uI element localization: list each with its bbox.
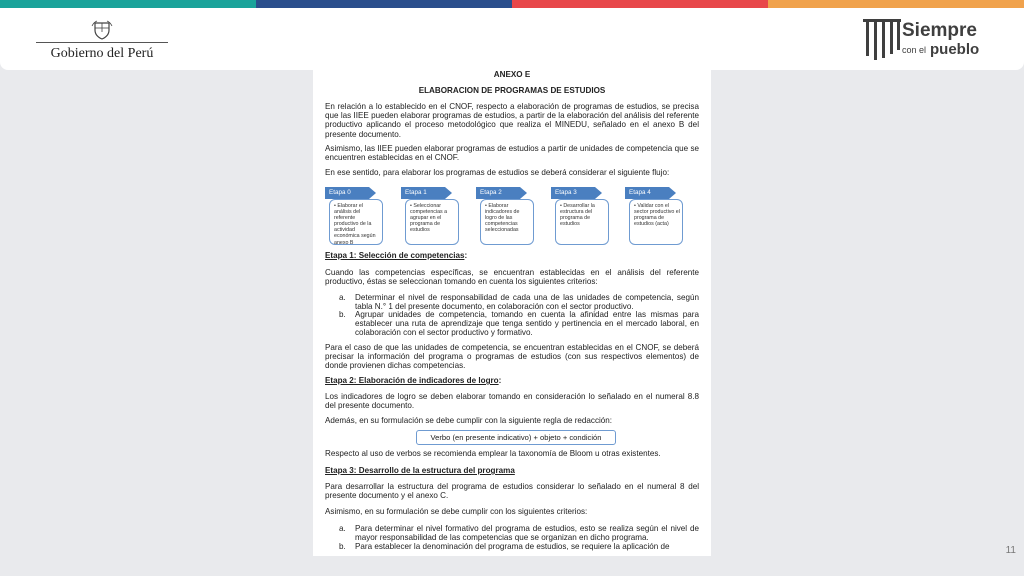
flow-stage-0 <box>325 187 387 247</box>
arrow-right-icon <box>369 187 376 199</box>
stage-text: • Elaborar indicadores de logro de las competencias seleccionadas <box>480 199 534 245</box>
paragraph-5: Para el caso de que las unidades de competencia, se encuentran establecidas en el CNOF, se deberá precisar la información del programa o programas de estudios (con sus respectivos elementos) de donde provienen dichas competencias. <box>325 343 699 371</box>
arrow-right-icon <box>595 187 602 199</box>
top-bar-red <box>512 0 768 8</box>
siempre-con-el-pueblo-logo <box>862 16 984 66</box>
heading-etapa-2: Etapa 2: Elaboración de indicadores de logro: <box>325 376 502 385</box>
paragraph-2: Asimismo, las IIEE pueden elaborar programas de estudios a partir de unidades de competencia que se encuentren establecidas en el CNOF. <box>325 144 699 163</box>
stage-text: • Elaborar el análisis del referente productivo de la actividad económica según anexo B <box>329 199 383 245</box>
arrow-right-icon <box>520 187 527 199</box>
list-item <box>339 542 699 554</box>
list-text: Agrupar unidades de competencia, tomando en cuenta la afinidad entre las mismas para establecer una ruta de aprendizaje que tenga sentido y pertinencia en el mercado laboral, en colaboración con el sector productivo y formativo. <box>355 310 699 338</box>
list-item <box>339 524 699 544</box>
top-color-bar <box>0 0 1024 8</box>
formula-box: Verbo (en presente indicativo) + objeto + condición <box>416 430 616 445</box>
logo-con-el: con el <box>902 45 927 55</box>
paragraph-9: Para desarrollar la estructura del programa de estudios considerar lo señalado en el numeral 8 del presente documento y el anexo C. <box>325 482 699 501</box>
heading-etapa-3: Etapa 3: Desarrollo de la estructura del programa <box>325 466 515 475</box>
paragraph-6: Los indicadores de logro se deben elaborar tomando en consideración lo señalado en el numeral 8.8 del presente documento. <box>325 392 699 411</box>
annex-label: ANEXO E <box>493 70 531 79</box>
list-item <box>339 310 699 338</box>
stage-label: Etapa 1 <box>401 187 445 199</box>
top-bar-navy <box>256 0 512 8</box>
logo-siempre: Siempre <box>902 20 977 41</box>
pillars-icon <box>862 16 902 62</box>
paragraph-10: Asimismo, en su formulación se debe cumplir con los siguientes criterios: <box>325 507 588 516</box>
stage-text: • Validar con el sector productivo el programa de estudios (acta) <box>629 199 683 245</box>
flow-stage-1 <box>401 187 463 247</box>
list-text: Determinar el nivel de responsabilidad de cada una de las unidades de competencia, según tabla N.° 1 del presente documento, en colaboración con el sector productivo. <box>355 293 699 312</box>
paragraph-3: En ese sentido, para elaborar los programas de estudios se deberá considerar el siguiente flujo: <box>325 168 670 177</box>
flow-stage-2 <box>476 187 538 247</box>
header <box>0 8 1024 70</box>
paragraph-7: Además, en su formulación se debe cumplir con la siguiente regla de redacción: <box>325 416 613 425</box>
list-text: Para determinar el nivel formativo del programa de estudios, esto se realiza según el nivel de mayor responsabilidad de las competencias que se organizan en dicho programa. <box>355 524 699 543</box>
arrow-right-icon <box>445 187 452 199</box>
list-marker: a. <box>339 293 346 302</box>
slide-number: 11 <box>1005 545 1016 556</box>
stage-label: Etapa 3 <box>551 187 595 199</box>
gobierno-logo-text: Gobierno del Perú <box>50 46 154 61</box>
arrow-right-icon <box>669 187 676 199</box>
heading-etapa-1: Etapa 1: Selección de competencias: <box>325 251 468 260</box>
flow-stage-3 <box>551 187 613 247</box>
stage-label: Etapa 4 <box>625 187 669 199</box>
flow-stage-4 <box>625 187 687 247</box>
top-bar-teal <box>0 0 256 8</box>
paragraph-8: Respecto al uso de verbos se recomienda emplear la taxonomía de Bloom u otras existentes. <box>325 449 661 458</box>
list-marker: a. <box>339 524 346 533</box>
top-bar-orange <box>768 0 1024 8</box>
list-marker: b. <box>339 310 346 319</box>
stage-label: Etapa 0 <box>325 187 369 199</box>
list-marker: b. <box>339 542 346 551</box>
coat-of-arms-icon <box>91 20 113 40</box>
paragraph-4: Cuando las competencias específicas, se encuentran establecidas en el análisis del referente productivo, éstas se seleccionan tomando en cuenta los siguientes criterios: <box>325 268 699 287</box>
stage-text: • Desarrollar la estructura del programa de estudios <box>555 199 609 245</box>
list-text: Para establecer la denominación del programa de estudios, se requiere la aplicación de <box>355 542 670 551</box>
stage-text: • Seleccionar competencias a agrupar en el programa de estudios <box>405 199 459 245</box>
stage-label: Etapa 2 <box>476 187 520 199</box>
logo-pueblo: pueblo <box>930 41 980 58</box>
gobierno-logo <box>36 20 168 62</box>
document-title: ELABORACION DE PROGRAMAS DE ESTUDIOS <box>418 86 606 95</box>
document-page <box>313 64 711 556</box>
paragraph-1: En relación a lo establecido en el CNOF, respecto a elaboración de programas de estudios, se precisa que las IIEE pueden elaborar programas de estudios, a partir de la elaboración del análisis del referente productivo aplicando el proceso metodológico que realiza el MINEDU, señalado en el anexo B del presente documento. <box>325 102 699 139</box>
